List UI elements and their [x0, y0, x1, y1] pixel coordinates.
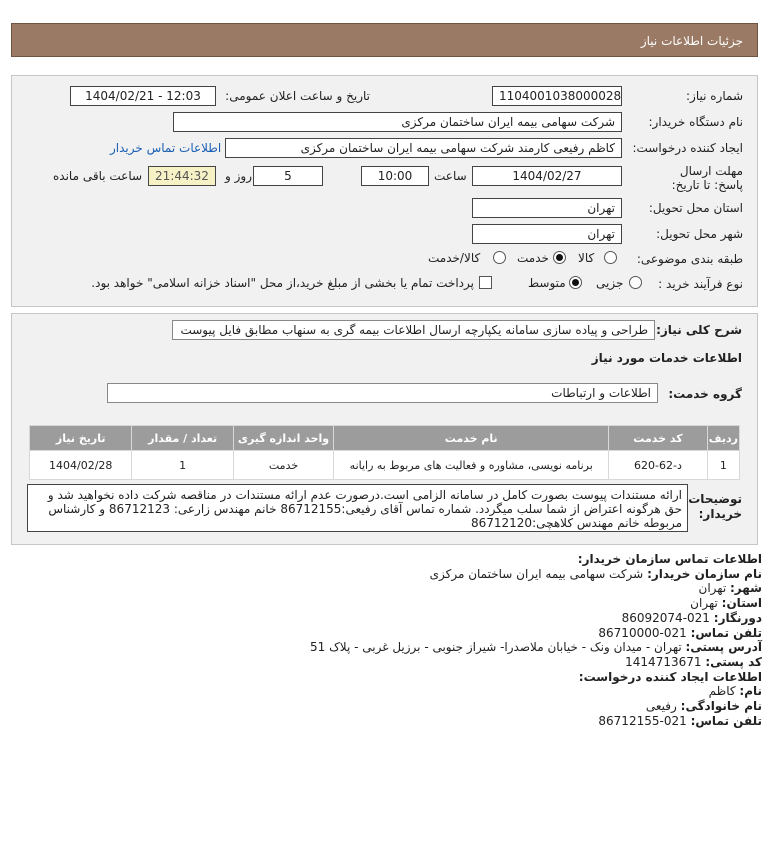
cell-name: برنامه نویسی، مشاوره و فعالیت های مربوط به رایانه: [334, 451, 609, 480]
services-table-header: [30, 426, 740, 451]
creator-info-title: اطلاعات ایجاد کننده درخواست:: [578, 669, 762, 684]
buyer-org-label: نام دستگاه خریدار:: [648, 115, 743, 129]
contact-fax-label: دورنگار:: [713, 610, 762, 625]
time-label: ساعت: [434, 169, 467, 183]
category-radio-goods-service[interactable]: [493, 251, 506, 264]
deadline-time-field: 10:00: [361, 166, 429, 186]
category-radio-goods[interactable]: [604, 251, 617, 264]
contact-province-label: استان:: [721, 596, 762, 611]
contact-fax: 021-86092074: [621, 610, 710, 625]
creator-last-name-label: نام خانوادگی:: [680, 699, 762, 714]
creator-label: ایجاد کننده درخواست:: [632, 141, 743, 155]
contact-address: تهران - میدان ونک - خیابان ملاصدرا- شیراز جنوبی - برزیل غربی - پلاک 51: [309, 640, 682, 655]
table-row: [30, 451, 740, 480]
announce-field: 1404/02/21 - 12:03: [70, 86, 216, 106]
contact-address-label: آدرس پستی:: [685, 640, 762, 655]
creator-phone-label: تلفن تماس:: [690, 713, 762, 728]
category-radio-service[interactable]: [553, 251, 566, 264]
contact-phone: 021-86710000: [598, 625, 687, 640]
description-label: شرح کلی نیاز:: [656, 323, 742, 337]
cell-code: د-62-620: [609, 451, 707, 480]
buyer-notes-label: توضیحات خریدار:: [688, 492, 742, 521]
description-field: طراحی و پیاده سازی سامانه یکپارچه ارسال اطلاعات بیمه گری به سنهاب مطابق فایل پیوست: [172, 320, 655, 340]
buyer-org-field: شرکت سهامی بیمه ایران ساختمان مرکزی: [173, 112, 622, 132]
col-unit: واحد اندازه گیری: [233, 426, 333, 451]
days-label: روز و: [225, 169, 252, 183]
process-radio-minor[interactable]: [629, 276, 642, 289]
days-field: 5: [253, 166, 323, 186]
need-number-label: شماره نیاز:: [686, 89, 743, 103]
col-row: ردیف: [707, 426, 739, 451]
contact-org-label: نام سازمان خریدار:: [647, 566, 762, 581]
category-option-service: خدمت: [517, 251, 549, 265]
contact-postal: 1414713671: [625, 654, 702, 669]
category-option-goods: کالا: [578, 251, 595, 265]
services-section-title: اطلاعات خدمات مورد نیاز: [591, 351, 742, 365]
page-title: جزئیات اطلاعات نیاز: [640, 34, 743, 48]
process-option-minor: جزیی: [596, 276, 624, 290]
contact-city: تهران: [698, 581, 727, 596]
col-name: نام خدمت: [334, 426, 609, 451]
contact-phone-label: تلفن تماس:: [690, 625, 762, 640]
creator-phone: 021-86712155: [598, 713, 687, 728]
creator-first-name: کاظم: [708, 684, 736, 699]
contact-city-label: شهر:: [730, 581, 762, 596]
remaining-label: ساعت باقی مانده: [53, 169, 143, 183]
remaining-time-field: 21:44:32: [148, 166, 216, 186]
need-info-panel: [11, 75, 758, 307]
need-number-field: 1104001038000028: [492, 86, 622, 106]
category-option-goods-service: کالا/خدمت: [428, 251, 481, 265]
cell-unit: خدمت: [233, 451, 333, 480]
deadline-date-field: 1404/02/27: [472, 166, 622, 186]
service-group-field: اطلاعات و ارتباطات: [107, 383, 658, 403]
treasury-text: پرداخت تمام یا بخشی از مبلغ خرید،از محل "اسناد خزانه اسلامی" خواهد بود.: [91, 276, 474, 290]
contact-org: شرکت سهامی بیمه ایران ساختمان مرکزی: [429, 566, 644, 581]
deadline-label: مهلت ارسال پاسخ: تا تاریخ:: [671, 164, 743, 192]
contact-postal-label: کد پستی:: [705, 654, 762, 669]
col-qty: تعداد / مقدار: [132, 426, 233, 451]
creator-field: کاظم رفیعی کارمند شرکت سهامی بیمه ایران ساختمان مرکزی: [225, 138, 622, 158]
province-field: تهران: [472, 198, 622, 218]
service-group-label: گروه خدمت:: [668, 387, 742, 401]
process-option-medium: متوسط: [528, 276, 566, 290]
col-code: کد خدمت: [609, 426, 707, 451]
creator-first-name-label: نام:: [739, 684, 762, 699]
category-label: طبقه بندی موضوعی:: [636, 252, 743, 266]
process-label: نوع فرآیند خرید :: [658, 277, 743, 291]
city-field: تهران: [472, 224, 622, 244]
announce-label: تاریخ و ساعت اعلان عمومی:: [225, 89, 370, 103]
buyer-notes-field: ارائه مستندات پیوست بصورت کامل در سامانه الزامی است.درصورت عدم ارائه مستندات در مناقصه شرکت داده نخواهید شد و حق هرگونه اعتراض از شما سلب میگردد. شماره تماس آقای رفیعی:86712155 خانم مهندس زارعی: 86712123 و کارشناس مربوطه خانم مهندس کلاهچی:86712120: [27, 484, 688, 532]
process-radio-medium[interactable]: [569, 276, 582, 289]
services-table: [29, 425, 740, 480]
province-label: استان محل تحویل:: [648, 201, 743, 215]
contact-title: اطلاعات تماس سازمان خریدار:: [577, 552, 762, 566]
treasury-checkbox[interactable]: [479, 276, 492, 289]
contact-province: تهران: [690, 596, 718, 611]
creator-last-name: رفیعی: [645, 699, 677, 714]
buyer-contact-link[interactable]: اطلاعات تماس خریدار: [110, 141, 222, 155]
city-label: شهر محل تحویل:: [656, 227, 743, 241]
cell-row: 1: [707, 451, 739, 480]
col-date: تاریخ نیاز: [30, 426, 132, 451]
cell-date: 1404/02/28: [30, 451, 132, 480]
contact-section: [62, 552, 762, 728]
page-header: [11, 23, 758, 57]
cell-qty: 1: [132, 451, 233, 480]
